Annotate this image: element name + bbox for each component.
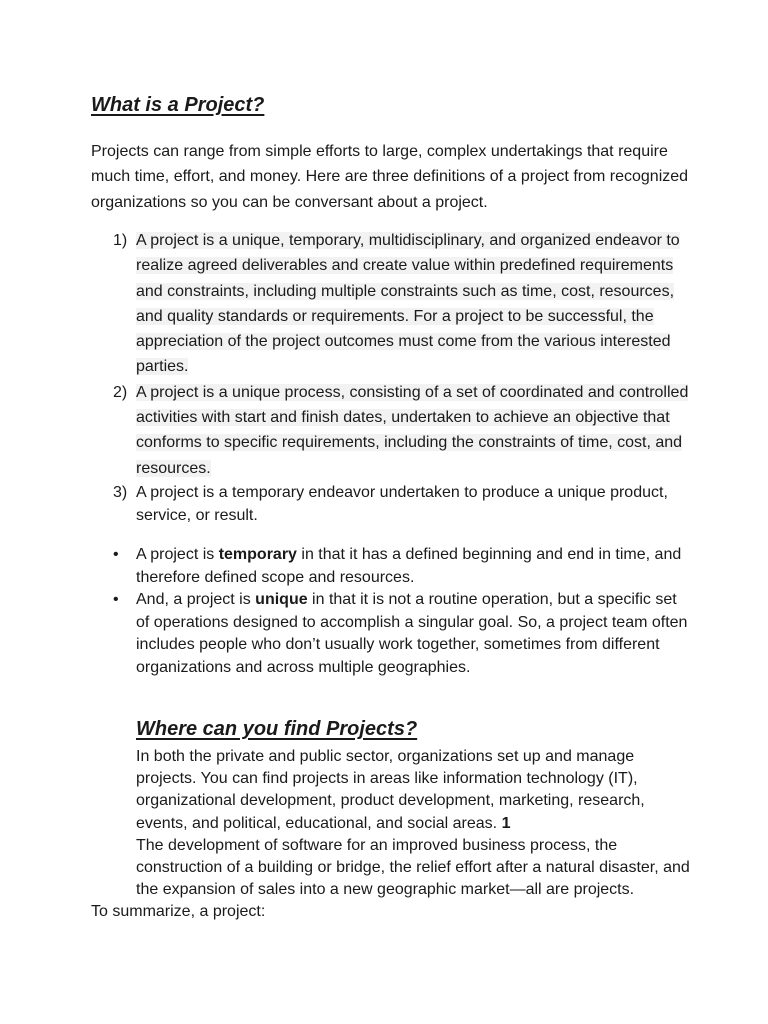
heading-what-is-a-project: What is a Project? [91, 94, 265, 116]
definition-item [91, 481, 691, 527]
footnote-reference: 1 [501, 814, 511, 832]
characteristics-list [91, 544, 691, 679]
definition-text: A project is a unique, temporary, multidisciplinary, and organized endeavor to realize agreed deliverables and create value within predefined requirements and constraints, including multiple constraints such as time, cost, resources, and quality standards or requirements. For a project to be successful, the appreciation of the project outcomes must come from the various interested parties. [136, 232, 680, 376]
bullet-text-post: in that it is not a routine operation, but a specific set of operations designed to accomplish a singular goal. So, a project team often includes people who don’t usually work together, sometimes from different organizations and across multiple geographies. [136, 591, 688, 676]
definition-item [91, 380, 691, 481]
bullet-marker: • [113, 591, 119, 608]
bullet-text-post: in that it has a defined beginning and end in time, and therefore defined scope and resources. [136, 546, 682, 586]
where-paragraph-1: In both the private and public sector, organizations set up and manage projects. You can find projects in areas like information technology (IT), organizational development, product development, marketing, research, events, and political, educational, and social areas. [136, 748, 645, 832]
intro-paragraph: Projects can range from simple efforts to large, complex undertakings that require much time, effort, and money. Here are three definitions of a project from recognized organizations so you can be conversant about a project. [91, 143, 689, 211]
summary-line: To summarize, a project: [91, 903, 266, 920]
bullet-item [91, 589, 691, 679]
definitions-list [91, 228, 691, 527]
bullet-text-pre: And, a project is [136, 591, 256, 608]
list-number: 2) [113, 383, 128, 401]
list-number: 1) [113, 232, 128, 249]
where-paragraph-2: The development of software for an improved business process, the construction of a building or bridge, the relief effort after a natural disaster, and the expansion of sales into a new geographic market—all are projects. [136, 836, 690, 899]
bullet-item [91, 544, 691, 589]
definition-text: A project is a unique process, consisting of a set of coordinated and controlled activities with start and finish dates, undertaken to achieve an objective that conforms to specific requirements, including the constraints of time, cost, and resources. [136, 383, 689, 477]
where-section-body [136, 746, 696, 901]
bullet-text-bold: unique [255, 591, 308, 608]
list-number: 3) [113, 483, 128, 501]
bullet-text-bold: temporary [218, 546, 297, 563]
definition-text: A project is a temporary endeavor undertaken to produce a unique product, service, or result. [136, 483, 668, 524]
definition-item [91, 228, 691, 380]
heading-where-can-you-find-projects: Where can you find Projects? [136, 718, 418, 740]
bullet-text-pre: A project is [136, 546, 219, 563]
bullet-marker: • [113, 546, 119, 563]
